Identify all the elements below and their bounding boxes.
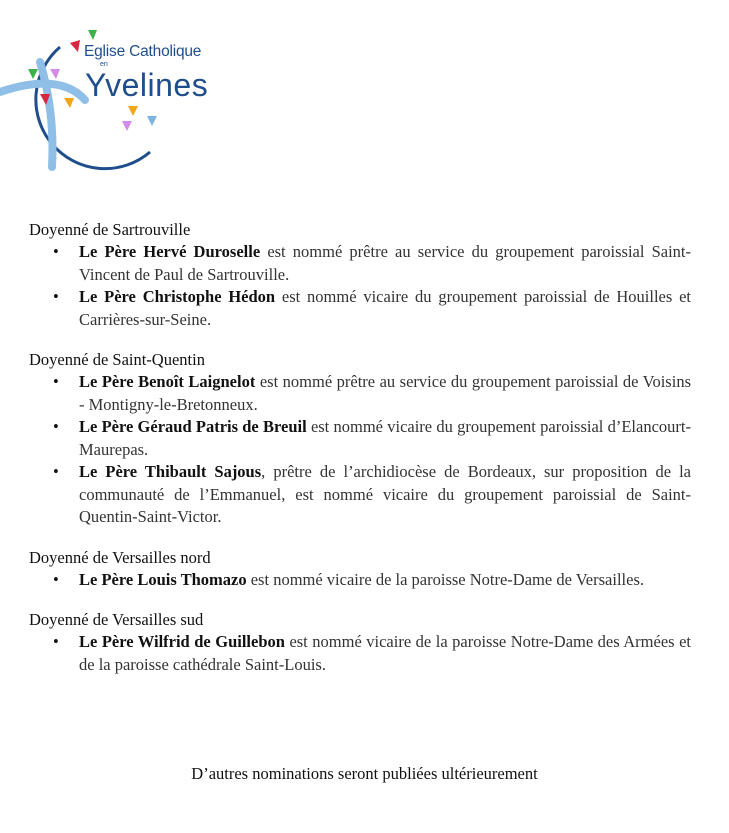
bullet-icon: • — [53, 372, 59, 391]
list-item — [29, 371, 691, 416]
list-item — [29, 461, 691, 529]
list-item — [29, 241, 691, 286]
bullet-icon: • — [53, 569, 59, 589]
nomination-text: est nommé vicaire du groupement paroissial d’Elancourt-Maurepas. — [79, 417, 691, 459]
list-item — [29, 286, 691, 331]
priest-name: Le Père Louis Thomazo — [79, 569, 247, 589]
section-versailles-nord — [29, 547, 691, 592]
logo-yvelines: Yvelines — [85, 67, 209, 103]
priest-name: Le Père Thibault Sajous — [79, 462, 262, 481]
bullet-icon: • — [53, 287, 59, 306]
nominations-list — [29, 219, 691, 694]
section-versailles-sud — [29, 609, 691, 676]
nomination-text: est nommé vicaire du groupement paroissial de Houilles et Carrières-sur-Seine. — [79, 287, 691, 329]
bullet-icon: • — [53, 242, 59, 261]
section-heading: Doyenné de Versailles nord — [29, 547, 211, 567]
list-item — [29, 416, 691, 461]
footer-note: D’autres nominations seront publiées ultérieurement — [191, 764, 538, 783]
section-heading: Doyenné de Sartrouville — [29, 220, 191, 239]
priest-name: Le Père Wilfrid de Guillebon — [79, 632, 285, 651]
nomination-text: , prêtre de l’archidiocèse de Bordeaux, sur proposition de la communauté de l’Emmanuel, est nommé vicaire du groupement paroissial de Saint-Quentin-Saint-Victor. — [79, 462, 691, 526]
bullet-icon: • — [53, 632, 59, 651]
section-saint-quentin — [29, 349, 691, 529]
priest-name: Le Père Géraud Patris de Breuil — [79, 417, 307, 436]
list-item — [29, 569, 691, 592]
priest-name: Le Père Christophe Hédon — [79, 287, 276, 306]
bullet-icon: • — [53, 462, 59, 481]
logo — [0, 22, 210, 172]
bullet-icon: • — [53, 417, 59, 436]
priest-name: Le Père Benoît Laignelot — [79, 372, 256, 391]
nomination-text: est nommé prêtre au service du groupement paroissial de Voisins - Montigny-le-Bretonneux. — [79, 372, 691, 414]
nomination-text: est nommé vicaire de la paroisse Notre-Dame de Versailles. — [246, 569, 644, 589]
nomination-text: est nommé prêtre au service du groupement paroissial Saint-Vincent de Paul de Sartrouville. — [79, 242, 691, 284]
section-heading: Doyenné de Versailles sud — [29, 610, 204, 629]
section-sartrouville — [29, 219, 691, 331]
nomination-text: est nommé vicaire de la paroisse Notre-Dame des Armées et de la paroisse cathédrale Saint-Louis. — [79, 632, 691, 674]
list-item — [29, 631, 691, 676]
section-heading: Doyenné de Saint-Quentin — [29, 350, 205, 369]
logo-title: Eglise Catholique — [84, 43, 202, 60]
priest-name: Le Père Hervé Duroselle — [79, 242, 261, 261]
logo-en: en — [100, 61, 108, 68]
